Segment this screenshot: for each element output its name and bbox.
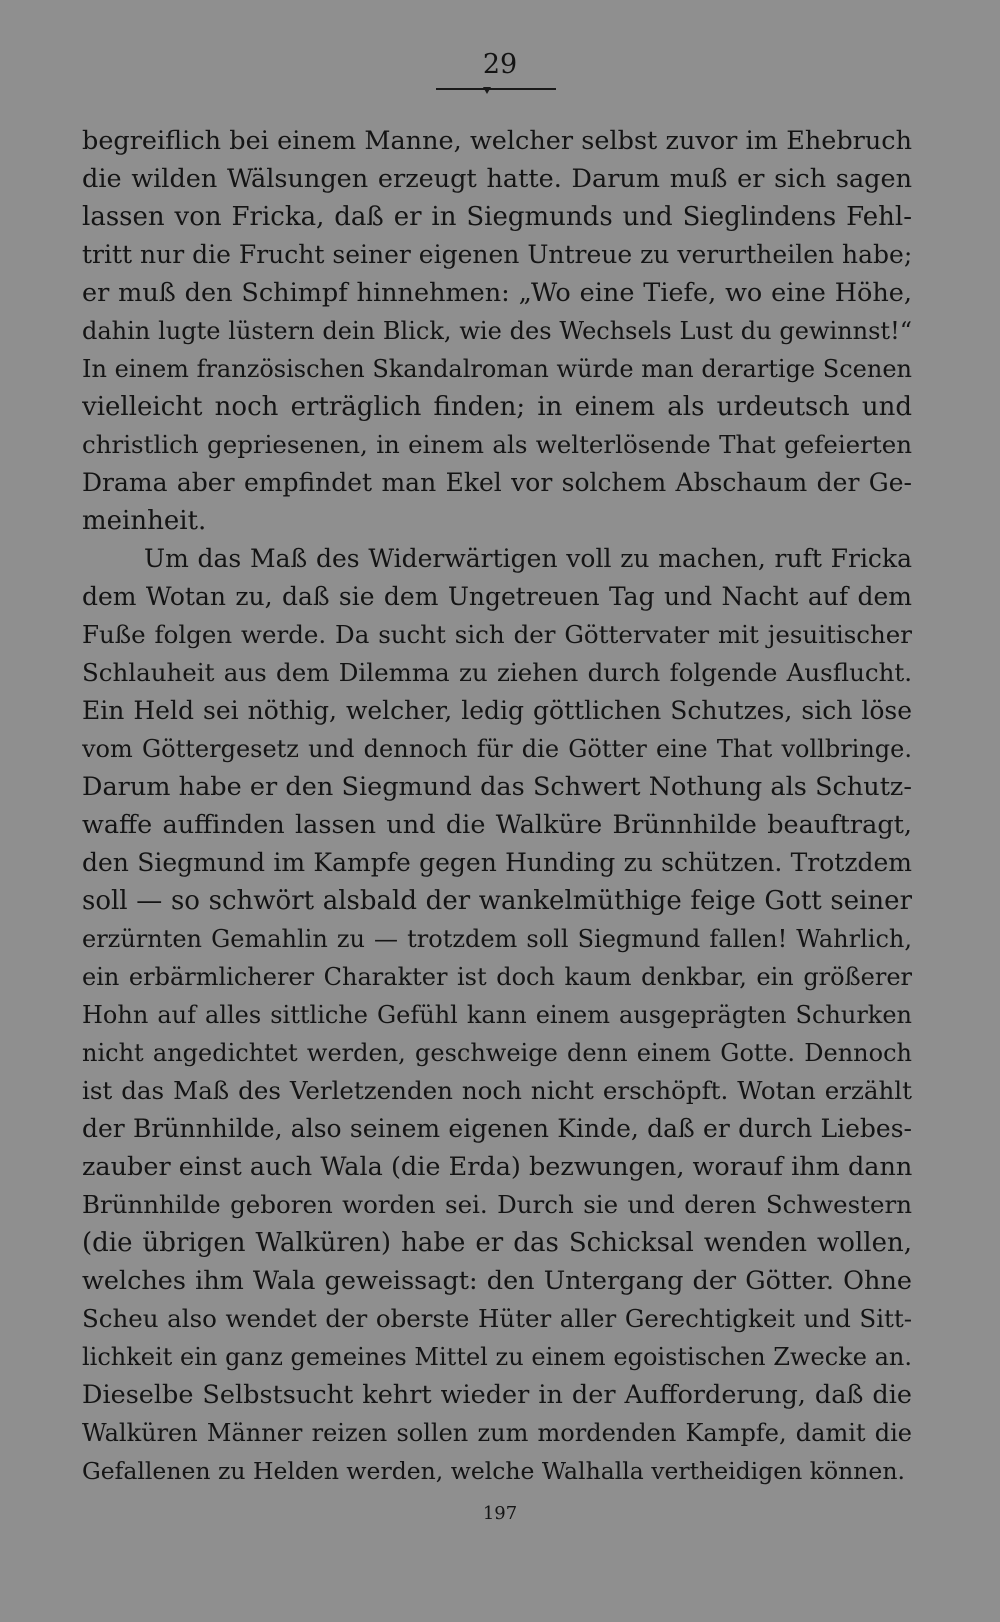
- text-line: Schlauheit aus dem Dilemma zu ziehen durch folgende Ausflucht.: [82, 658, 912, 687]
- text-line: christlich gepriesenen, in einem als welterlösende That gefeierten: [82, 430, 912, 459]
- text-line: zauber einst auch Wala (die Erda) bezwungen, worauf ihm dann: [82, 1152, 912, 1182]
- text-line: nicht angedichtet werden, geschweige denn einem Gotte. Dennoch: [82, 1039, 912, 1067]
- text-line: lichkeit ein ganz gemeines Mittel zu einem egoistischen Zwecke an.: [82, 1343, 912, 1371]
- text-line: dahin lugte lüstern dein Blick, wie des Wechsels Lust du gewinnst!“: [82, 317, 912, 345]
- text-line: In einem französischen Skandalroman würde man derartige Scenen: [82, 355, 912, 383]
- text-line: vielleicht noch erträglich finden; in einem als urdeutsch und: [82, 392, 912, 422]
- text-line: ist das Maß des Verletzenden noch nicht erschöpft. Wotan erzählt: [82, 1076, 912, 1105]
- text-line: waffe auffinden lassen und die Walküre Brünnhilde beauftragt,: [82, 810, 912, 840]
- text-line: vom Göttergesetz und dennoch für die Götter eine That vollbringe.: [82, 735, 912, 763]
- text-line: Darum habe er den Siegmund das Schwert Nothung als Schutz-: [82, 772, 912, 802]
- text-line: soll — so schwört alsbald der wankelmüthige feige Gott seiner: [82, 886, 912, 916]
- text-line: Um das Maß des Widerwärtigen voll zu machen, ruft Fricka: [144, 544, 912, 573]
- text-line: welches ihm Wala geweissagt: den Untergang der Götter. Ohne: [82, 1266, 912, 1296]
- text-line: Drama aber empfindet man Ekel vor solchem Abschaum der Ge-: [82, 468, 912, 497]
- header-rule-mark: [483, 87, 491, 94]
- text-line: (die übrigen Walküren) habe er das Schicksal wenden wollen,: [82, 1228, 912, 1258]
- body-text: [82, 122, 912, 1490]
- page-number: 29: [482, 49, 518, 80]
- text-line: den Siegmund im Kampfe gegen Hunding zu schützen. Trotzdem: [82, 848, 912, 877]
- text-line: Gefallenen zu Helden werden, welche Walhalla vertheidigen können.: [82, 1457, 905, 1485]
- text-line: lassen von Fricka, daß er in Siegmunds und Sieglindens Fehl-: [82, 202, 912, 232]
- header-rule: [436, 88, 556, 90]
- text-line: der Brünnhilde, also seinem eigenen Kinde, daß er durch Liebes-: [82, 1114, 912, 1143]
- text-line: tritt nur die Frucht seiner eigenen Untreue zu verurtheilen habe;: [82, 240, 912, 269]
- text-line: dem Wotan zu, daß sie dem Ungetreuen Tag und Nacht auf dem: [82, 582, 912, 611]
- text-line: Ein Held sei nöthig, welcher, ledig göttlichen Schutzes, sich löse: [82, 696, 912, 725]
- text-line: ein erbärmlicherer Charakter ist doch kaum denkbar, ein größerer: [82, 963, 912, 991]
- text-line: Fuße folgen werde. Da sucht sich der Göttervater mit jesuitischer: [82, 620, 912, 649]
- text-line: Brünnhilde geboren worden sei. Durch sie und deren Schwestern: [82, 1190, 912, 1219]
- text-line: er muß den Schimpf hinnehmen: „Wo eine Tiefe, wo eine Höhe,: [82, 278, 912, 308]
- printer-signature: 197: [482, 1503, 518, 1524]
- text-line: begreiflich bei einem Manne, welcher selbst zuvor im Ehebruch: [82, 126, 912, 156]
- text-line: Dieselbe Selbstsucht kehrt wieder in der Aufforderung, daß die: [82, 1380, 912, 1410]
- text-line: erzürnten Gemahlin zu — trotzdem soll Siegmund fallen! Wahrlich,: [82, 925, 912, 953]
- text-line: die wilden Wälsungen erzeugt hatte. Darum muß er sich sagen: [82, 164, 912, 194]
- text-line: Walküren Männer reizen sollen zum mordenden Kampfe, damit die: [82, 1419, 912, 1447]
- text-line: Scheu also wendet der oberste Hüter aller Gerechtigkeit und Sitt-: [82, 1304, 912, 1333]
- text-line: meinheit.: [82, 506, 207, 536]
- text-line: Hohn auf alles sittliche Gefühl kann einem ausgeprägten Schurken: [82, 1001, 912, 1029]
